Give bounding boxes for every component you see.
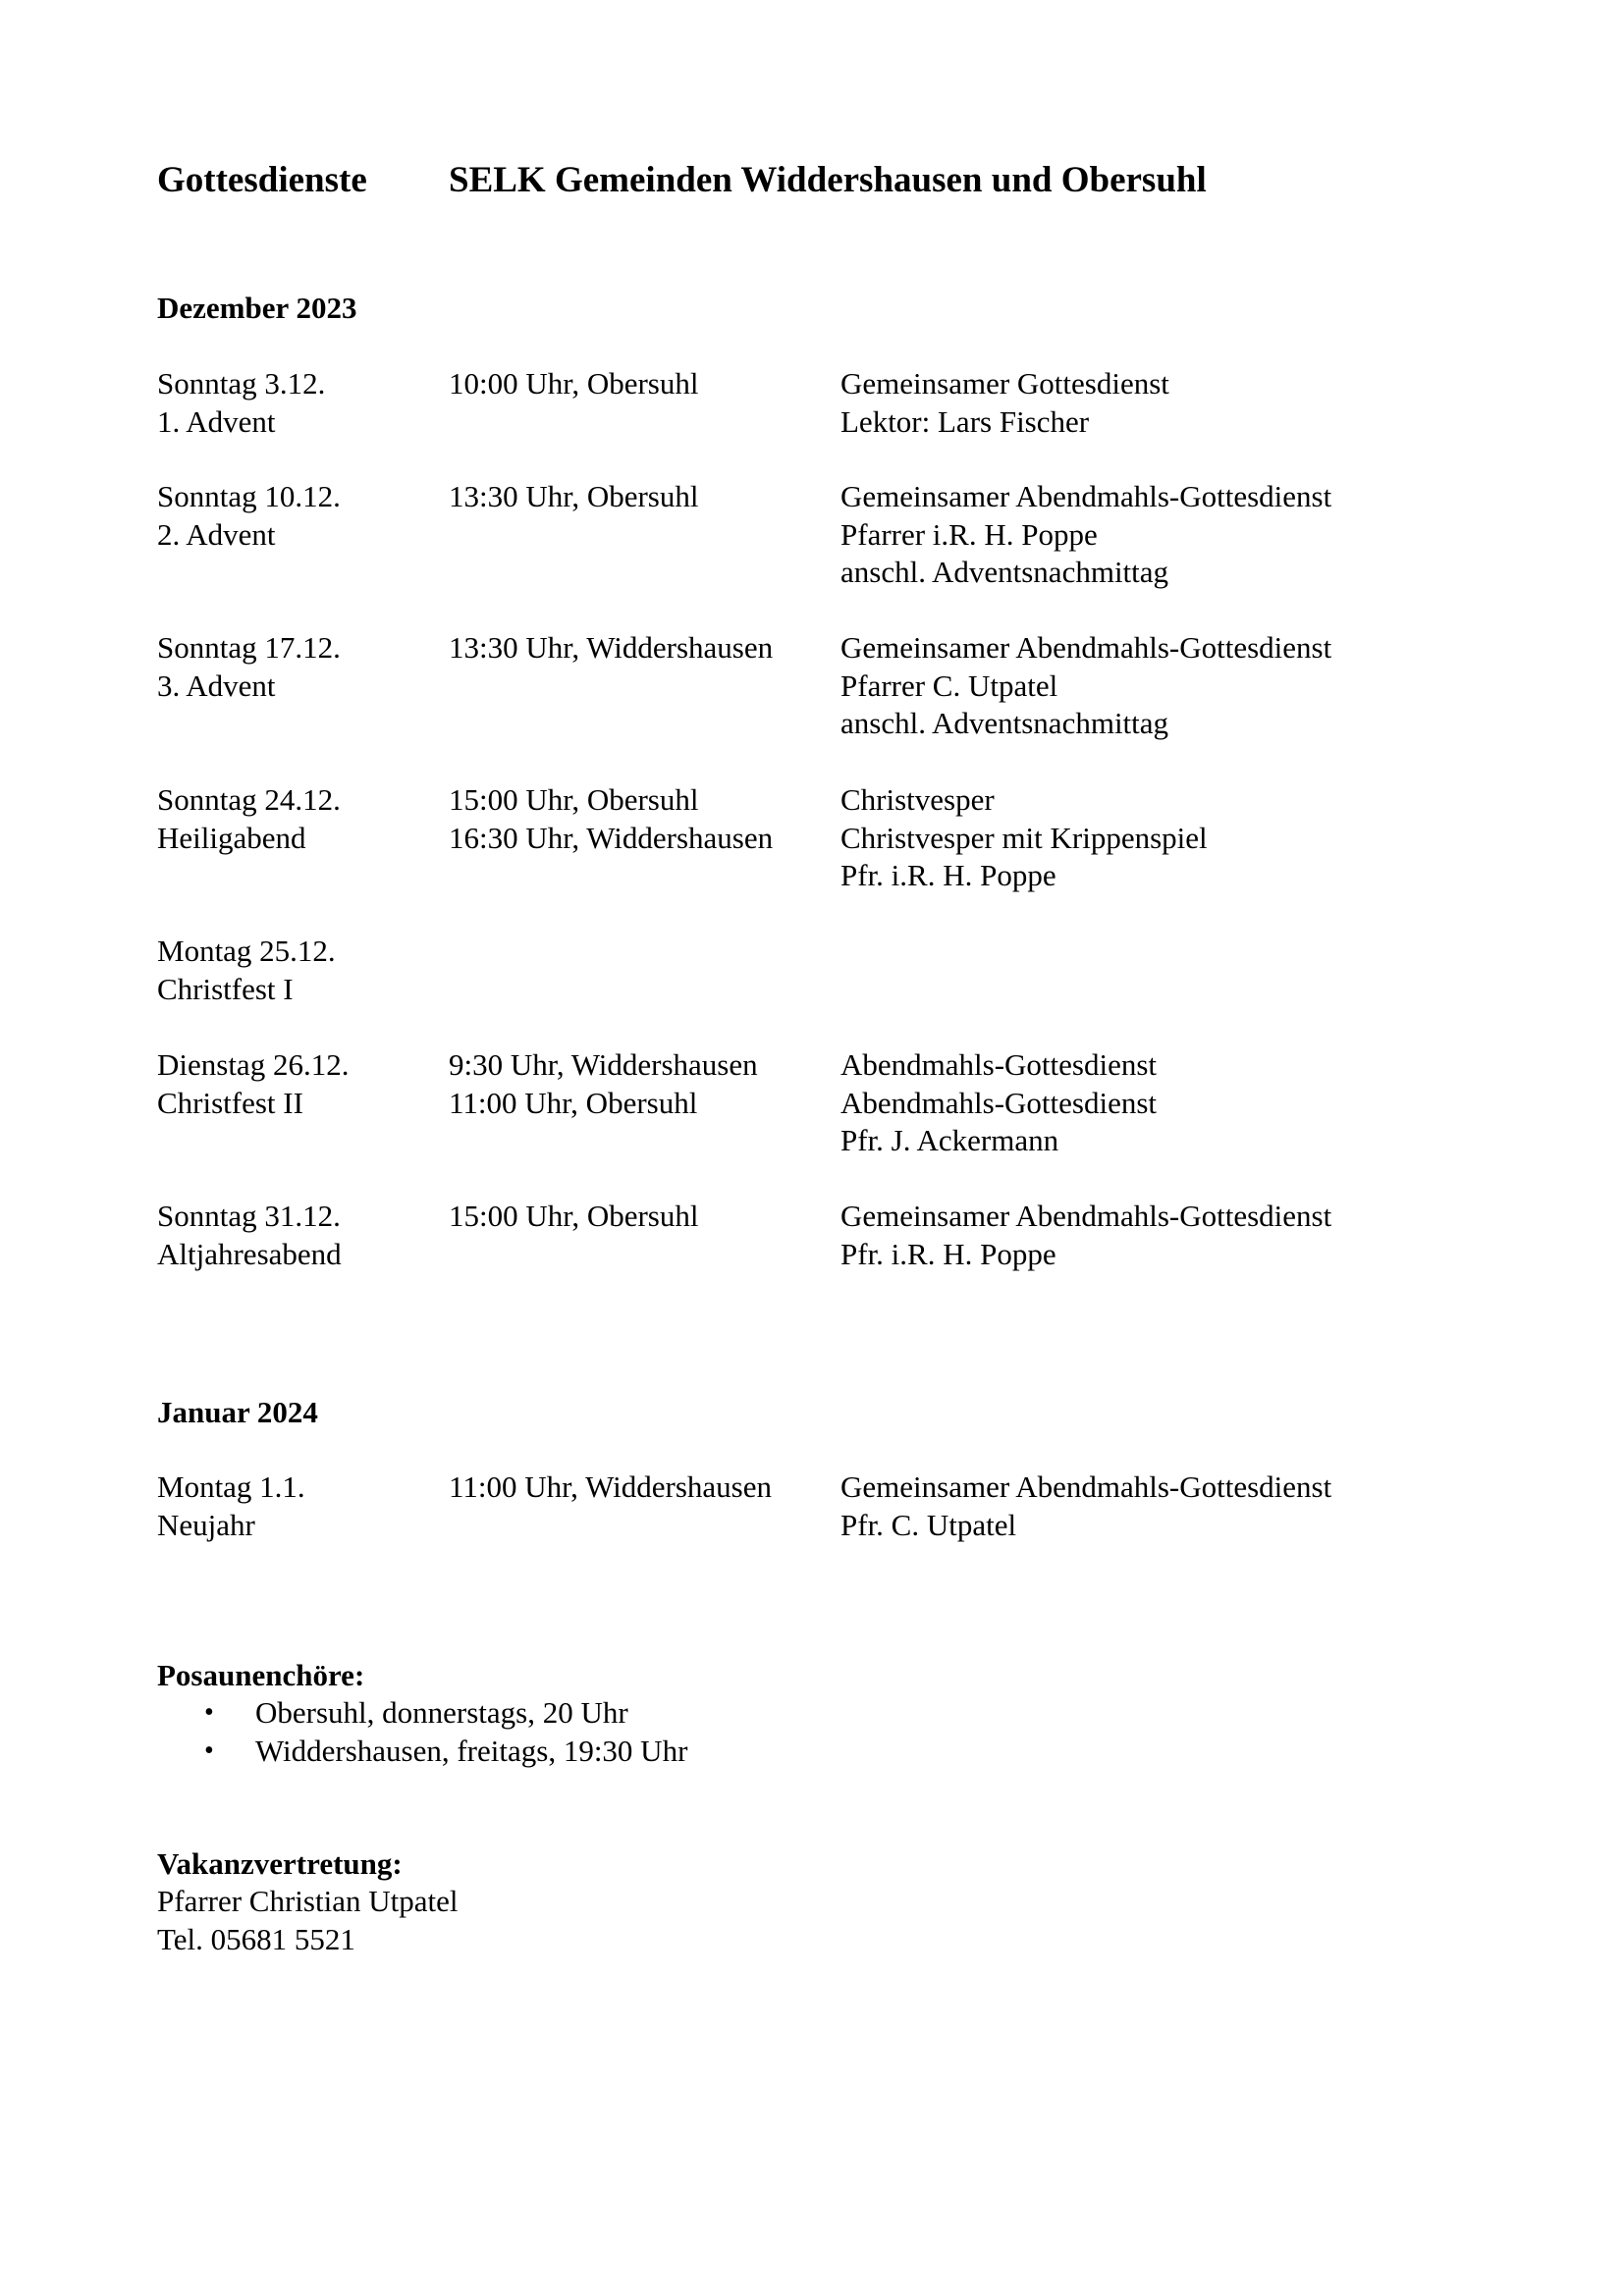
posaunen-heading: Posaunenchöre: [157,1658,365,1692]
day-line: Montag 1.1. [157,1469,305,1504]
bullet-icon: • [204,1735,214,1766]
document-page [157,157,1473,1956]
info-line: anschl. Adventsnachmittag [840,555,1169,589]
day-line: Sonntag 24.12. [157,782,341,817]
service-time [449,365,832,403]
service-day [157,1468,442,1544]
time-line: 13:30 Uhr, Widdershausen [449,630,774,665]
service-time [449,629,832,667]
info-line: Gemeinsamer Abendmahls-Gottesdienst [840,1469,1332,1504]
info-line: Gemeinsamer Abendmahls-Gottesdienst [840,1199,1332,1233]
header-title-right: SELK Gemeinden Widdershausen und Obersuhl [449,160,1207,200]
day-line: Sonntag 10.12. [157,479,341,513]
service-day [157,1046,442,1122]
list-item [157,1733,687,1771]
day-line: Christfest I [157,971,294,1006]
day-line: Sonntag 3.12. [157,366,326,400]
month-heading-december: Dezember 2023 [157,291,357,325]
list-item [157,1694,687,1733]
vakanz-heading: Vakanzvertretung: [157,1846,403,1881]
service-day [157,781,442,857]
service-info [840,365,1469,441]
list-item-text: Widdershausen, freitags, 19:30 Uhr [255,1733,688,1768]
day-line: Heiligabend [157,820,306,855]
service-time [449,1046,832,1122]
service-time [449,781,832,857]
service-day [157,933,442,1008]
day-line: 3. Advent [157,667,276,703]
service-info [840,1046,1469,1160]
info-line: Christvesper [840,782,995,817]
info-line: Pfarrer C. Utpatel [840,667,1058,703]
list-item-text: Obersuhl, donnerstags, 20 Uhr [255,1695,628,1730]
info-line: Pfr. C. Utpatel [840,1507,1017,1542]
service-day [157,478,442,554]
day-line: Dienstag 26.12. [157,1047,350,1082]
time-line: 11:00 Uhr, Widdershausen [449,1469,772,1504]
service-info [840,1198,1469,1273]
month-heading-january: Januar 2024 [157,1395,318,1429]
document-header [157,157,1473,204]
time-line: 9:30 Uhr, Widdershausen [449,1047,758,1082]
time-line: 11:00 Uhr, Obersuhl [449,1085,698,1120]
info-line: Pfr. i.R. H. Poppe [840,858,1056,892]
vakanz-contact [157,1883,458,1958]
contact-phone: Tel. 05681 5521 [157,1921,355,1956]
time-line: 15:00 Uhr, Obersuhl [449,1199,699,1233]
time-line: 10:00 Uhr, Obersuhl [449,366,699,400]
day-line: Christfest II [157,1085,303,1120]
service-info [840,478,1469,592]
time-line: 13:30 Uhr, Obersuhl [449,479,699,513]
service-day [157,1198,442,1273]
bullet-icon: • [204,1697,214,1728]
service-day [157,365,442,441]
day-line: 1. Advent [157,403,276,439]
day-line: 2. Advent [157,516,276,552]
day-line: Montag 25.12. [157,934,336,968]
day-line: Neujahr [157,1507,255,1542]
info-line: Gemeinsamer Gottesdienst [840,366,1169,400]
service-info [840,629,1469,743]
day-line: Altjahresabend [157,1236,342,1271]
info-line: Gemeinsamer Abendmahls-Gottesdienst [840,630,1332,665]
info-line: Abendmahls-Gottesdienst [840,1085,1158,1120]
info-line: Gemeinsamer Abendmahls-Gottesdienst [840,479,1332,513]
service-info [840,781,1469,895]
info-line: Pfr. J. Ackermann [840,1123,1059,1157]
service-day [157,629,442,705]
time-line: 15:00 Uhr, Obersuhl [449,782,699,817]
posaunen-list [157,1694,687,1770]
day-line: Sonntag 31.12. [157,1199,341,1233]
service-time [449,478,832,516]
info-line: Pfarrer i.R. H. Poppe [840,516,1098,552]
info-line: anschl. Adventsnachmittag [840,706,1169,740]
info-line: Christvesper mit Krippenspiel [840,820,1208,855]
contact-name: Pfarrer Christian Utpatel [157,1884,459,1918]
info-line: Lektor: Lars Fischer [840,403,1090,439]
info-line: Abendmahls-Gottesdienst [840,1047,1158,1082]
service-time [449,1198,832,1236]
service-time [449,1468,832,1507]
day-line: Sonntag 17.12. [157,630,341,665]
service-info [840,1468,1469,1544]
header-title-left: Gottesdienste [157,160,367,200]
time-line: 16:30 Uhr, Widdershausen [449,820,774,855]
info-line: Pfr. i.R. H. Poppe [840,1236,1056,1271]
